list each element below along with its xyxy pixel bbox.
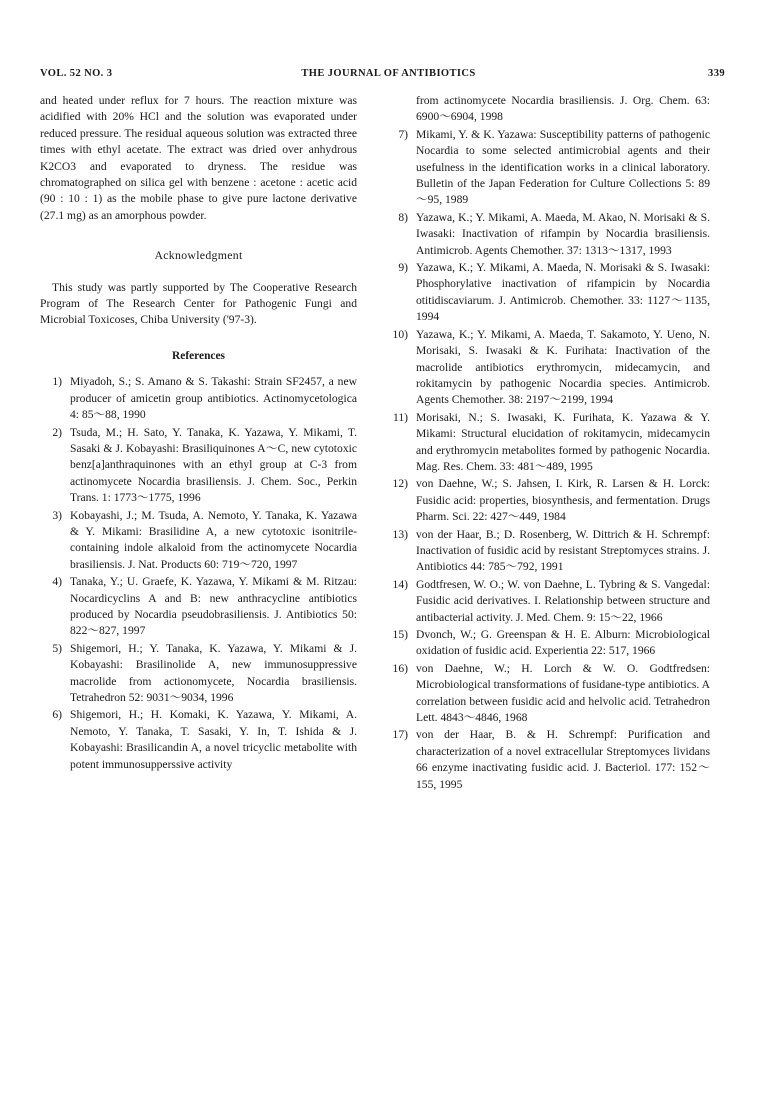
reference-number: 7): [398, 127, 408, 141]
right-column: [386, 93, 710, 794]
reference-item: [386, 210, 710, 259]
reference-item: [386, 661, 710, 727]
reference-text: Kobayashi, J.; M. Tsuda, A. Nemoto, Y. Tanaka, K. Yazawa & Y. Mikami: Brasilidine A, a new cytotoxic isonitrile-containing indole alkaloid from the actinomycete Nocardia brasiliensis. J. Nat. Products 60: 719～720, 1997: [70, 508, 357, 571]
reference-item: [386, 476, 710, 525]
running-header: [40, 68, 737, 82]
reference-text: Shigemori, H.; H. Komaki, K. Yazawa, Y. Mikami, A. Nemoto, Y. Tanaka, T. Sasaki, Y. In, T. Ishida & J. Kobayashi: Brasilicandin A, a novel tricyclic metabolite with potent immunosupperssive activity: [70, 708, 357, 771]
left-column: [40, 93, 357, 774]
page-number: 339: [708, 68, 725, 79]
reference-text: Tanaka, Y.; U. Graefe, K. Yazawa, Y. Mikami & M. Ritzau: Nocardicyclins A and B: new anthracycline antibiotics produced by Nocardia pseudobrasiliensis. J. Antibiotics 50: 822～827, 1997: [70, 575, 357, 638]
reference-number: 2): [52, 425, 62, 439]
reference-item: [386, 527, 710, 576]
acknowledgment-text: This study was partly supported by The Cooperative Research Program of The Research Center for Pathogenic Fungi and Microbial Toxicoses, Chiba University ('97-3).: [40, 280, 357, 327]
reference-number: 14): [392, 577, 408, 591]
reference-text: Yazawa, K.; Y. Mikami, A. Maeda, T. Sakamoto, Y. Ueno, N. Morisaki, S. Iwasaki & K. Furihata: Inactivation of the macrolide antibiotics erythromycin, midecamycin, and rokitamycin by pathogenic Nocardia species. Antimicrob. Agents Chemother. 38: 2197～2199, 1994: [416, 327, 710, 407]
reference-item: [386, 260, 710, 326]
reference-text: Miyadoh, S.; S. Amano & S. Takashi: Strain SF2457, a new producer of amicetin group antibiotics. Actinomycetologica 4: 85～88, 1990: [70, 375, 357, 422]
reference-number: 6): [52, 708, 62, 722]
reference-number: 5): [52, 641, 62, 655]
reference-item: [40, 707, 357, 773]
reference-item: [386, 627, 710, 660]
reference-number: 17): [392, 728, 408, 742]
reference-item: [386, 127, 710, 209]
reference-item: [40, 374, 357, 423]
reference-text: Morisaki, N.; S. Iwasaki, K. Furihata, K. Yazawa & Y. Mikami: Structural elucidation of rokitamycin, midecamycin and erythromycin metabolites formed by pathogenic Nocardia. Mag. Res. Chem. 33: 481～489, 1995: [416, 410, 710, 473]
reference-item: [386, 577, 710, 626]
reference-number: 11): [392, 410, 408, 424]
reference-item: [386, 410, 710, 476]
reference-text: Mikami, Y. & K. Yazawa: Susceptibility patterns of pathogenic Nocardia to some selected antimicrobial agents and their usefulness in the identification works in a clinical laboratory. Bulletin of the Japan Federation for Culture Collections 5: 89～95, 1989: [416, 127, 710, 207]
reference-text: von der Haar, B.; D. Rosenberg, W. Dittrich & H. Schrempf: Inactivation of fusidic acid by resistant Streptomyces strains. J. Antibiotics 44: 785～792, 1991: [416, 527, 710, 574]
reference-number: 9): [398, 261, 408, 275]
reference-text: Dvonch, W.; G. Greenspan & H. E. Alburn: Microbiological oxidation of fusidic acid. Experientia 22: 517, 1966: [416, 628, 710, 658]
reference-number: 13): [392, 527, 408, 541]
reference-number: 15): [392, 628, 408, 641]
reference-item: [40, 574, 357, 640]
references-heading: References: [172, 349, 225, 362]
reference-number: 12): [392, 477, 408, 491]
reference-text: Yazawa, K.; Y. Mikami, A. Maeda, N. Morisaki & S. Iwasaki: Phosphorylative inactivation of rifampicin by Nocardia otitidiscaviarum. J. Antimicrob. Chemother. 33: 1127～1135, 1994: [416, 261, 710, 324]
reference-continuation: from actinomycete Nocardia brasiliensis. J. Org. Chem. 63: 6900～6904, 1998: [416, 94, 710, 124]
reference-text: Godtfresen, W. O.; W. von Daehne, L. Tybring & S. Vangedal: Fusidic acid derivatives. I. Relationship between structure and antibacterial activity. J. Med. Chem. 9: 15～22, 1966: [416, 577, 710, 624]
reference-text: von Daehne, W.; H. Lorch & W. O. Godtfredsen: Microbiological transformations of fusidane-type antibiotics. A correlation between fusidic acid and helvolic acid. Tetrahedron Lett. 4843～4846, 1968: [416, 661, 710, 725]
reference-item: [386, 727, 710, 793]
reference-item: [40, 508, 357, 574]
reference-text: Shigemori, H.; Y. Tanaka, K. Yazawa, Y. Mikami & J. Kobayashi: Brasilinolide A, new immunosuppressive macrolide from actionomycete, Nocardia brasiliensis. Tetrahedron 52: 9031～9034, 1996: [70, 641, 357, 704]
reference-text: von der Haar, B. & H. Schrempf: Purification and characterization of a novel extracellular Streptomyces lividans 66 enzyme inactivating fusidic acid. J. Bacteriol. 177: 152～155, 1995: [416, 728, 710, 791]
reference-item: [386, 327, 710, 409]
reference-number: 16): [392, 661, 408, 675]
reference-number: 4): [52, 575, 62, 589]
reference-text: von Daehne, W.; S. Jahsen, I. Kirk, R. Larsen & H. Lorck: Fusidic acid: properties, biosynthesis, and fermentation. Drugs Pharm. Sci. 22: 427～449, 1984: [416, 477, 710, 524]
acknowledgment-heading: Acknowledgment: [154, 248, 243, 263]
body-paragraph: and heated under reflux for 7 hours. The reaction mixture was acidified with 20% HCl and the solution was evaporated under reduced pressure. The residual aqueous solution was extracted three times with ethyl acetate. The extract was dried over anhydrous K2CO3 and evaporated to dryness. The residue was chromatographed on silica gel with benzene : acetone : acetic acid (90 : 10 : 1) as the mobile phase to give pure lactone derivative (27.1 mg) as an amorphous powder.: [40, 94, 357, 222]
reference-text: Tsuda, M.; H. Sato, Y. Tanaka, K. Yazawa, Y. Mikami, T. Sasaki & J. Kobayashi: Brasiliquinones A～C, new cytotoxic benz[a]anthraquinones with an ethyl group at C-3 from actinomycete Nocardia brasiliensis. J. Chem. Soc., Perkin Trans. 1: 1773～1775, 1996: [70, 425, 357, 505]
volume-number: VOL. 52 NO. 3: [40, 68, 113, 79]
reference-item: [40, 641, 357, 707]
journal-title: THE JOURNAL OF ANTIBIOTICS: [301, 68, 476, 79]
reference-number: 10): [392, 327, 408, 341]
reference-number: 3): [52, 508, 62, 522]
reference-text: Yazawa, K.; Y. Mikami, A. Maeda, M. Akao, N. Morisaki & S. Iwasaki: Inactivation of rifampin by Nocardia brasiliensis. Antimicrob. Agents Chemother. 37: 1313～1317, 1993: [416, 210, 710, 257]
reference-item: [40, 425, 357, 507]
reference-number: 1): [52, 375, 62, 389]
reference-number: 8): [398, 210, 408, 224]
